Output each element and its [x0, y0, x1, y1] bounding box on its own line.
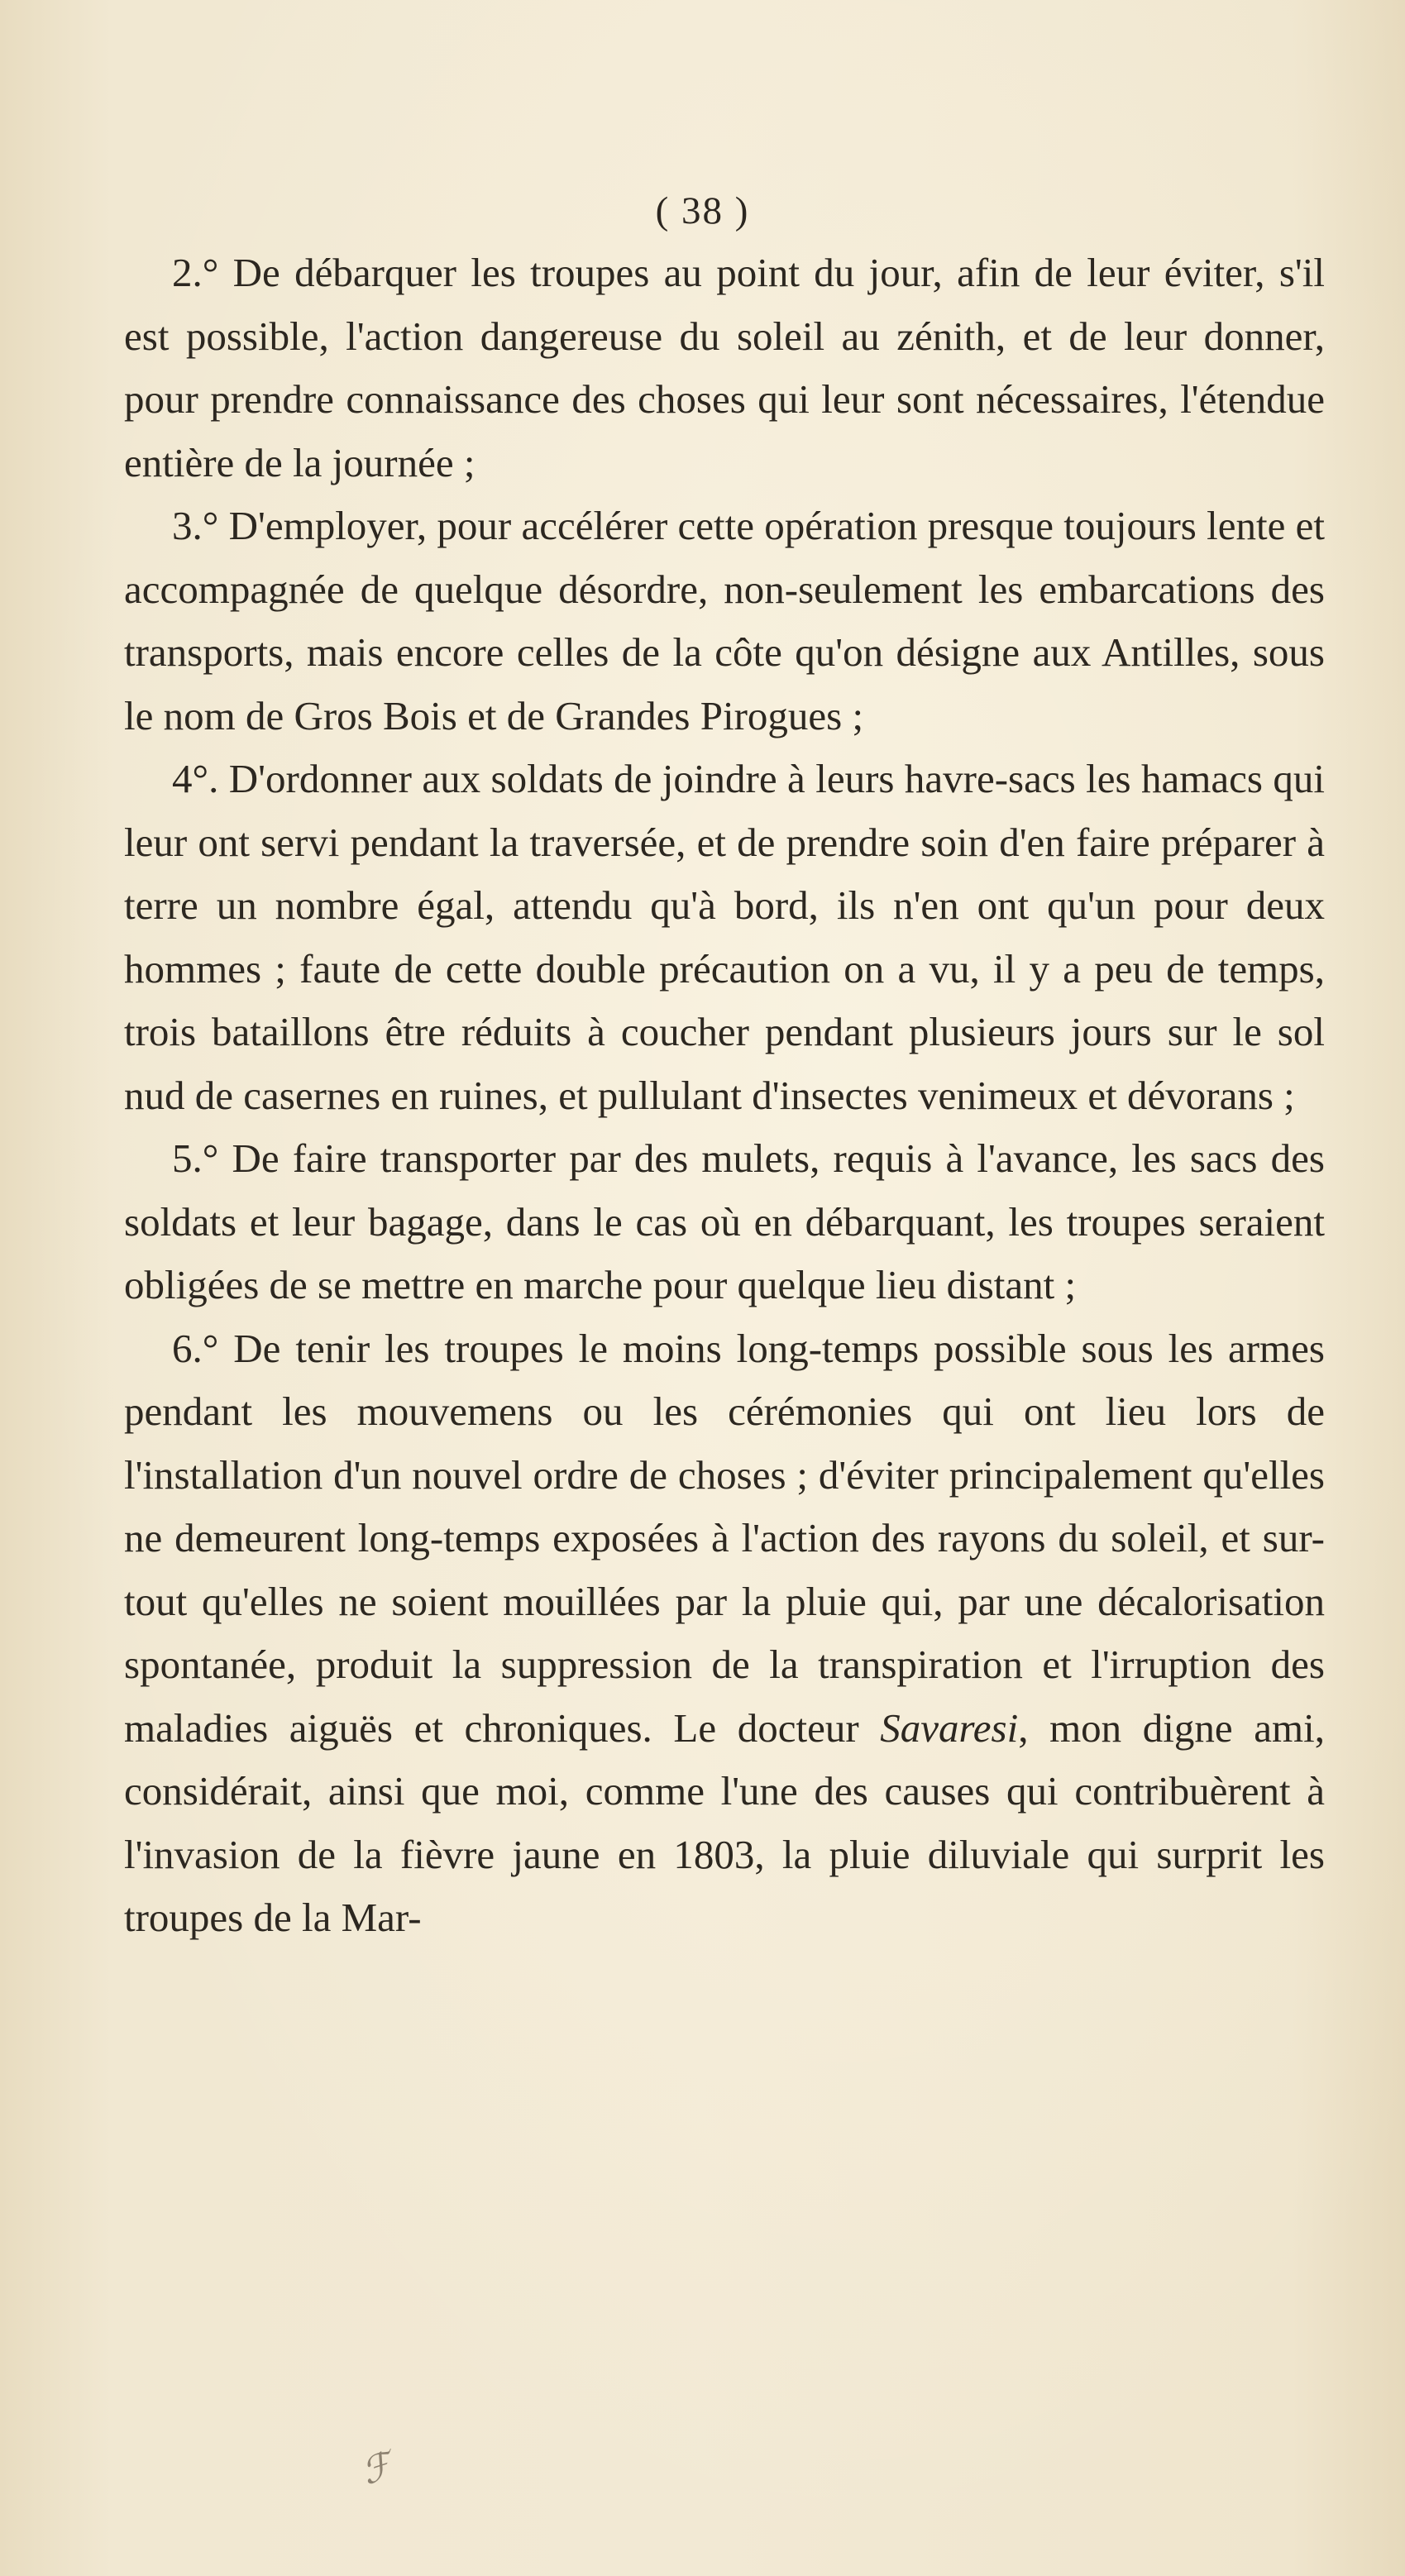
body-text	[124, 241, 1325, 1950]
paragraph-item-5: 5.° De faire transporter par des mulets, requis à l'avance, les sacs des soldats et leur bagage, dans le cas où en débarquant, les troupes seraient obligées de se mettre en marche pour quelque lieu distant ;	[124, 1135, 1325, 1307]
paragraph-item-6	[124, 1317, 1325, 1950]
paragraph-item-6-continuation: , mon digne ami, considérait, ainsi que moi, comme l'une des causes qui contribuèrent à l'invasion de la fièvre jaune en 1803, la pluie diluviale qui surprit les troupes de la Mar-	[124, 1704, 1326, 1940]
page-number: ( 38 )	[655, 189, 750, 232]
author-name-emphasis: Savaresi	[880, 1704, 1019, 1751]
paragraph-item-4: 4°. D'ordonner aux soldats de joindre à leurs havre-sacs les hamacs qui leur ont servi pendant la traversée, et de prendre soin d'en faire préparer à terre un nombre égal, attendu qu'à bord, ils n'en ont qu'un pour deux hommes ; faute de cette double précaution on a vu, il y a peu de temps, trois bataillons être réduits à coucher pendant plusieurs jours sur le sol nud de casernes en ruines, et pullulant d'insectes venimeux et dévorans ;	[124, 756, 1325, 1118]
paragraph-item-6-text: 6.° De tenir les troupes le moins long-temps possible sous les armes pendant les mouvemens ou les cérémonies qui ont lieu lors de l'installation d'un nouvel ordre de choses ; d'éviter principalement qu'elles ne demeurent long-temps exposées à l'action des rayons du soleil, et sur-tout qu'elles ne soient mouillées par la pluie qui, par une décalorisation spontanée, produit la suppression de la transpiration et l'irruption des maladies aiguës et chroniques. Le docteur	[124, 1325, 1325, 1751]
ink-smudge-mark: ℱ	[356, 2445, 397, 2493]
paragraph-item-3: 3.° D'employer, pour accélérer cette opération presque toujours lente et accompagnée de quelque désordre, non-seulement les embarcations des transports, mais encore celles de la côte qu'on désigne aux Antilles, sous le nom de Gros Bois et de Grandes Pirogues ;	[124, 503, 1325, 738]
paragraph-item-2: 2.° De débarquer les troupes au point du jour, afin de leur éviter, s'il est possible, l'action dangereuse du soleil au zénith, et de leur donner, pour prendre connaissance des choses qui leur sont nécessaires, l'étendue entière de la journée ;	[124, 250, 1325, 485]
